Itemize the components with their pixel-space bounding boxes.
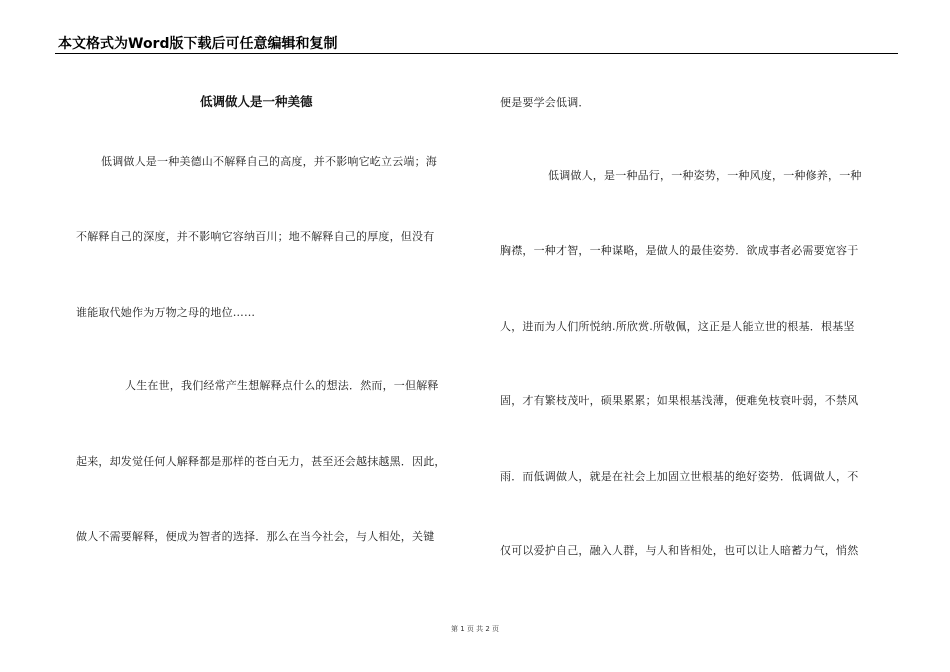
text-line: 起来，却发觉任何人解释都是那样的苍白无力，甚至还会越抹越黑．因此， — [76, 455, 446, 468]
text-line: 人生在世，我们经常产生想解释点什么的想法．然而，一但解释 — [125, 379, 439, 392]
header-divider — [55, 53, 898, 54]
text-line: 仅可以爱护自己，融入人群，与人和皆相处，也可以让人暗蓄力气，悄然 — [500, 544, 859, 557]
text-line: 人，进而为人们所悦纳.所欣赏.所敬佩，这正是人能立世的根基．根基坚 — [500, 320, 855, 333]
article-title: 低调做人是一种美德 — [200, 94, 313, 109]
text-line: 雨．而低调做人，就是在社会上加固立世根基的绝好姿势．低调做人，不 — [500, 470, 859, 483]
page-number: 第 1 页 共 2 页 — [450, 625, 500, 633]
text-line: 谁能取代她作为万物之母的地位…… — [76, 306, 256, 319]
text-line: 固，才有繁枝茂叶，硕果累累；如果根基浅薄，便难免枝衰叶弱，不禁风 — [500, 394, 859, 407]
document-header: 本文格式为Word版下载后可任意编辑和复制 — [58, 36, 338, 52]
text-line: 低调做人，是一种品行，一种姿势，一种风度，一种修养，一种 — [548, 169, 862, 182]
text-line: 低调做人是一种美德山不解释自己的高度，并不影响它屹立云端；海 — [101, 155, 437, 168]
text-line: 做人不需要解释，便成为智者的选择．那么在当今社会，与人相处，关键 — [76, 530, 435, 543]
text-line: 胸襟，一种才智，一种谋略，是做人的最佳姿势．欲成事者必需要宽容于 — [500, 244, 859, 257]
text-line: 不解释自己的深度，并不影响它容纳百川；地不解释自己的厚度，但没有 — [76, 230, 435, 243]
text-line: 便是要学会低调． — [500, 96, 590, 109]
